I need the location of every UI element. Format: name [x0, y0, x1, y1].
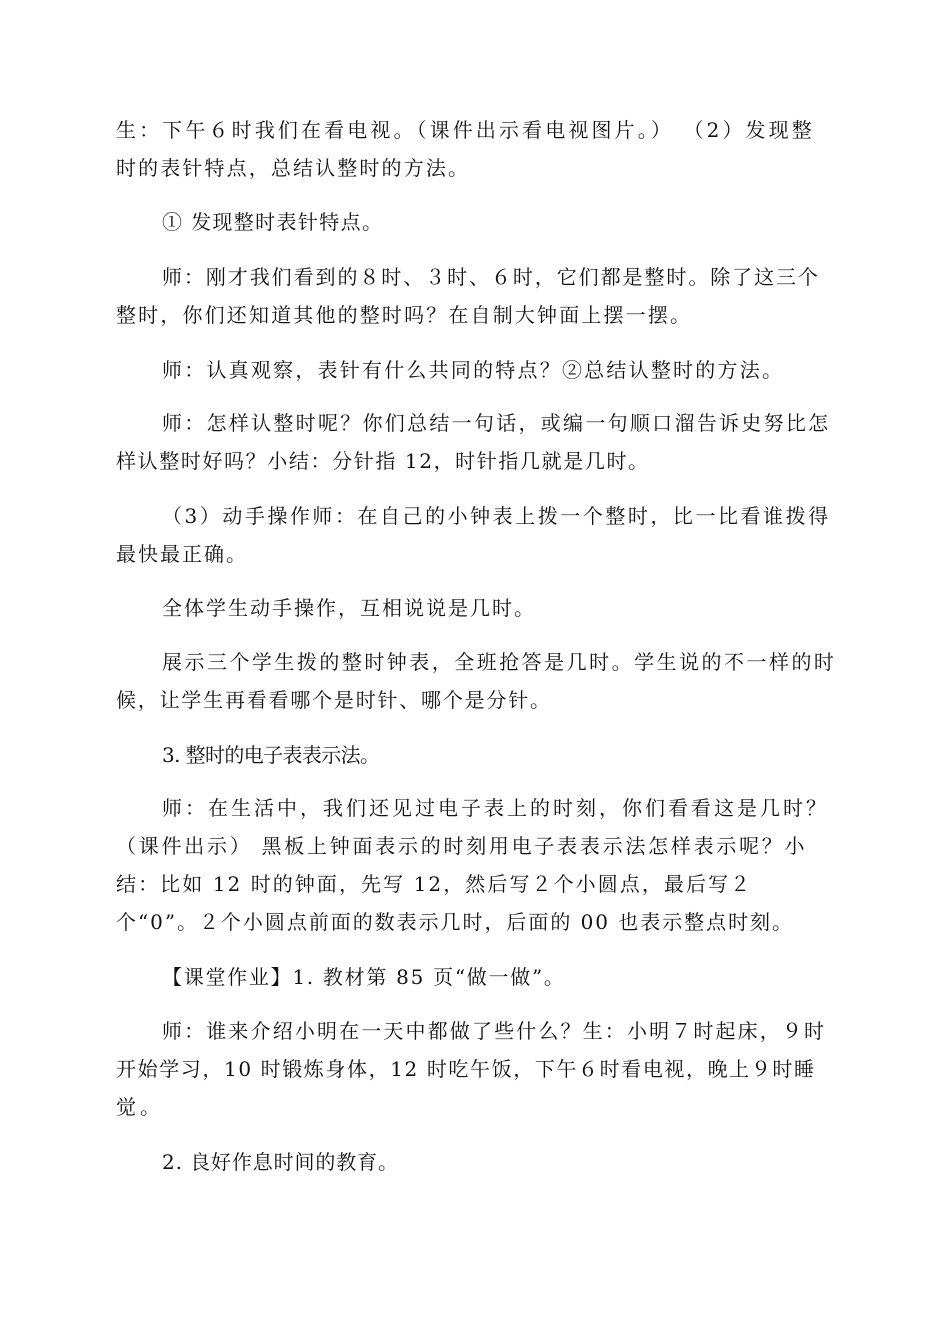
- text-line: 【课堂作业】1. 教材第 85 页“做一做”。: [162, 965, 566, 989]
- text-line: 全体学生动手操作，互相说说是几时。: [162, 596, 536, 620]
- text-line: 师：在生活中，我们还见过电子表上的时刻，你们看看这是几时？: [162, 796, 829, 820]
- text-line: 觉。: [116, 1095, 164, 1119]
- text-line: 开始学习，10 时锻炼身体，12 时吃午饭，下午６时看电视，晚上９时睡: [116, 1057, 816, 1081]
- text-line: ① 发现整时表针特点。: [162, 210, 384, 234]
- text-line: 2. 良好作息时间的教育。: [162, 1150, 399, 1174]
- text-line: （3）动手操作师：在自己的小钟表上拨一个整时，比一比看谁拨得: [162, 504, 831, 528]
- text-line: 候，让学生再看看哪个是时针、哪个是分针。: [116, 688, 552, 712]
- text-line: 整时，你们还知道其他的整时吗？在自制大钟面上摆一摆。: [116, 303, 693, 327]
- text-line: 师：怎样认整时呢？你们总结一句话，或编一句顺口溜告诉史努比怎: [162, 411, 831, 435]
- text-line: 结：比如 12 时的钟面，先写 12，然后写２个小圆点，最后写２: [116, 872, 753, 896]
- text-line: 时的表针特点，总结认整时的方法。: [116, 156, 471, 180]
- text-line: 师：认真观察，表针有什么共同的特点？②总结认整时的方法。: [162, 358, 785, 382]
- text-line: 样认整时好吗？小结：分针指 12，时针指几就是几时。: [116, 449, 650, 473]
- text-line: 师：谁来介绍小明在一天中都做了些什么？生：小明７时起床，９时: [162, 1019, 827, 1043]
- text-line: 3. 整时的电子表表示法。: [162, 743, 380, 767]
- text-line: 个“0”。２个小圆点前面的数表示几时，后面的 00 也表示整点时刻。: [116, 910, 794, 934]
- text-line: （课件出示） 黑板上钟面表示的时刻用电子表表示法怎样表示呢？小: [116, 834, 808, 858]
- text-line: 生：下午６时我们在看电视。（课件出示看电视图片。） （2）发现整: [116, 118, 815, 142]
- text-line: 师：刚才我们看到的８时、３时、６时，它们都是整时。除了这三个: [162, 265, 820, 289]
- text-line: 展示三个学生拨的整时钟表，全班抢答是几时。学生说的不一样的时: [162, 650, 837, 674]
- text-line: 最快最正确。: [116, 542, 248, 566]
